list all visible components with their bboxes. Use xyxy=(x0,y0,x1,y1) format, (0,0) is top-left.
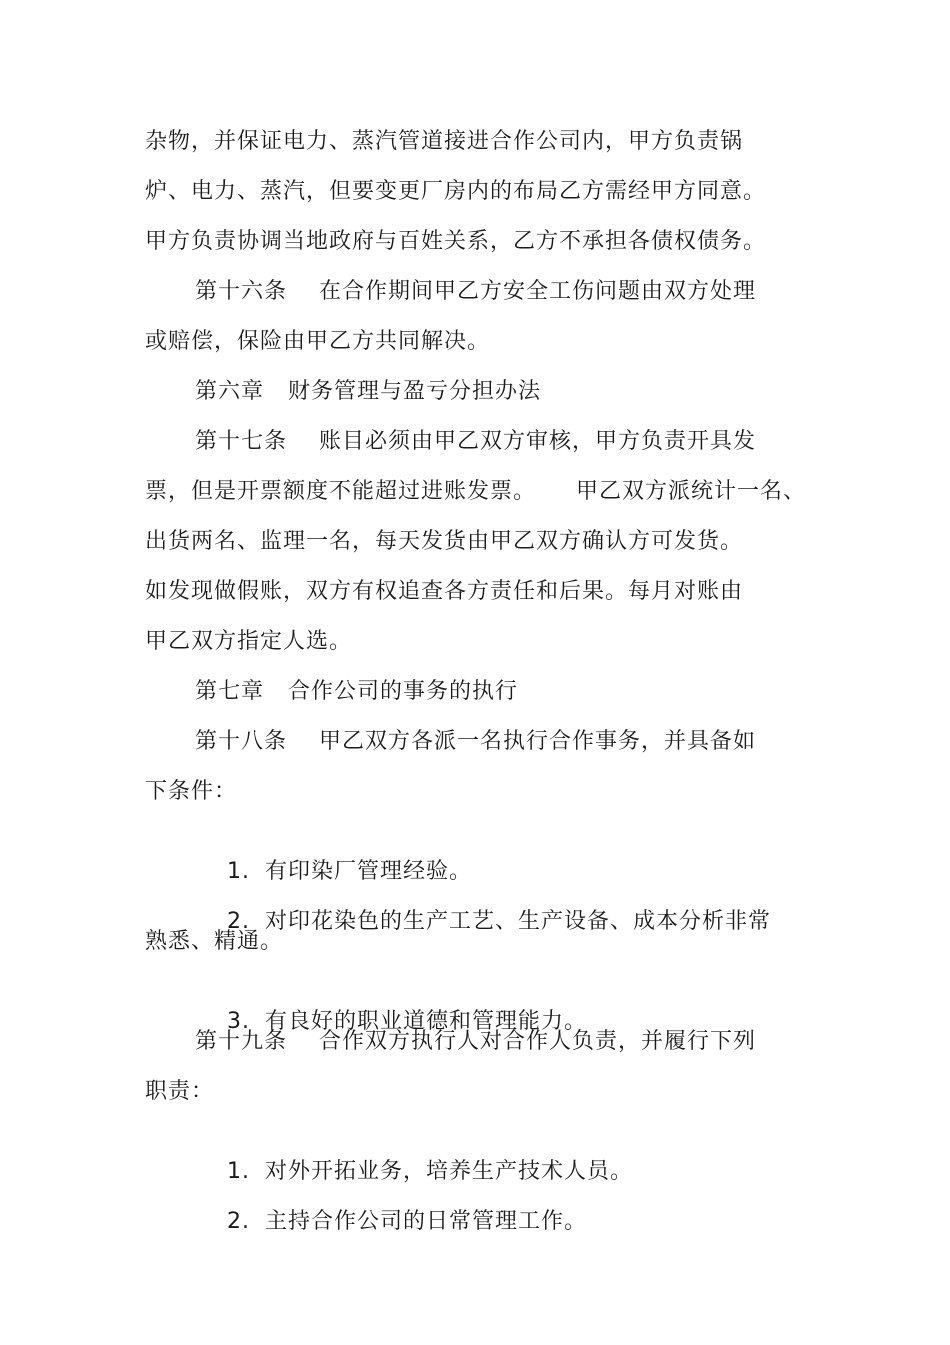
chapter-6-heading: 第六章 财务管理与盈亏分担办法 xyxy=(195,379,541,404)
list-number: 2. xyxy=(226,909,250,934)
list-item-text: 主持合作公司的日常管理工作。 xyxy=(264,1209,587,1234)
paragraph-line: 甲方负责协调当地政府与百姓关系，乙方不承担各债权债务。 xyxy=(145,229,767,254)
article-19-line: 第十九条 合作双方执行人对合作人负责，并履行下列 xyxy=(195,1029,756,1054)
list-number: 2. xyxy=(226,1209,250,1234)
paragraph-line: 出货两名、监理一名，每天发货由甲乙双方确认方可发货。 xyxy=(145,529,744,554)
list-item-text: 有良好的职业道德和管理能力。 xyxy=(264,1009,587,1034)
paragraph-line: 甲乙双方指定人选。 xyxy=(145,629,353,654)
list-item-text: 对印花染色的生产工艺、生产设备、成本分析非常 xyxy=(264,909,771,934)
paragraph-line: 票，但是开票额度不能超过进账发票。 甲乙双方派统计一名、 xyxy=(145,479,806,504)
list-item-text: 对外开拓业务，培养生产技术人员。 xyxy=(264,1159,633,1184)
article-17-line: 第十七条 账目必须由甲乙双方审核，甲方负责开具发 xyxy=(195,429,756,454)
paragraph-line: 炉、电力、蒸汽，但要变更厂房内的布局乙方需经甲方同意。 xyxy=(145,179,767,204)
paragraph-line: 如发现做假账，双方有权追查各方责任和后果。每月对账由 xyxy=(145,579,744,604)
paragraph-line: 熟悉、精通。 xyxy=(145,929,284,954)
list-number: 1. xyxy=(226,1159,250,1184)
paragraph-line: 下条件： xyxy=(145,779,238,804)
list-number: 3. xyxy=(226,1009,250,1034)
paragraph-line: 杂物，并保证电力、蒸汽管道接进合作公司内，甲方负责锅 xyxy=(145,129,744,154)
list-number: 1. xyxy=(226,859,250,884)
chapter-7-heading: 第七章 合作公司的事务的执行 xyxy=(195,679,518,704)
article-18-line: 第十八条 甲乙双方各派一名执行合作事务，并具备如 xyxy=(195,729,756,754)
paragraph-line: 职责： xyxy=(145,1079,215,1104)
list-item xyxy=(195,1177,587,1267)
paragraph-line: 或赔偿，保险由甲乙方共同解决。 xyxy=(145,329,491,354)
list-item-text: 有印染厂管理经验。 xyxy=(264,859,472,884)
article-16-line: 第十六条 在合作期间甲乙方安全工伤问题由双方处理 xyxy=(195,279,756,304)
